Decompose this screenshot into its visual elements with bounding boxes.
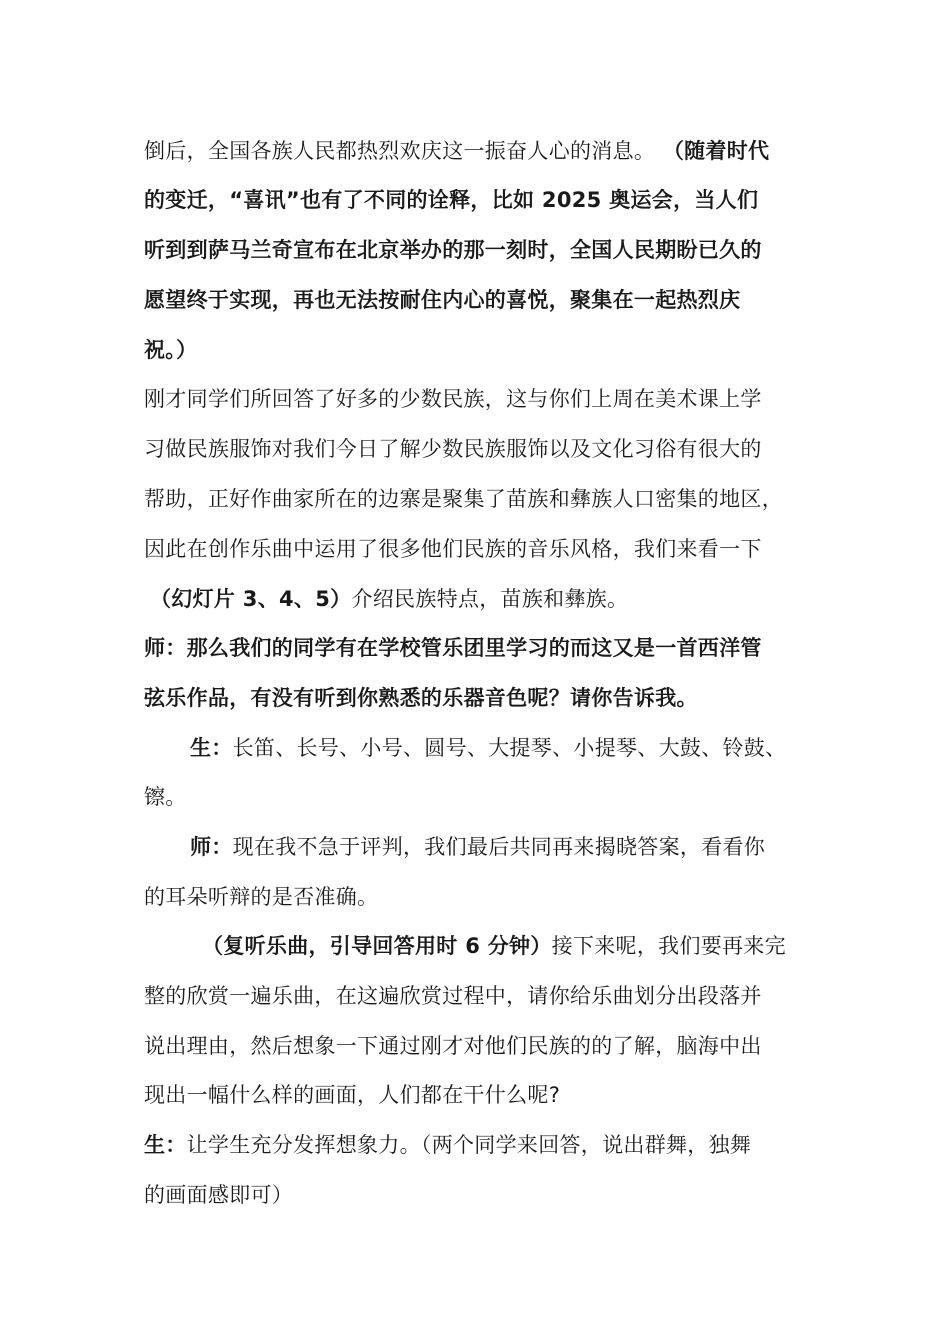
text-line: 师：现在我不急于评判，我们最后共同再来揭晓答案，看看你 <box>190 835 766 859</box>
text-line: 愿望终于实现，再也无法按耐住内心的喜悦，聚集在一起热烈庆 <box>144 288 741 312</box>
text-line: 因此在创作乐曲中运用了很多他们民族的音乐风格，我们来看一下 <box>144 537 762 561</box>
text-line: 说出理由，然后想象一下通过刚才对他们民族的的了解，脑海中出 <box>144 1034 762 1058</box>
text-line: 祝。） <box>144 338 198 362</box>
text-line: 的耳朵听辩的是否准确。 <box>144 885 379 909</box>
text-line: 刚才同学们所回答了好多的少数民族，这与你们上周在美术课上学 <box>144 387 762 411</box>
text-line: 习做民族服饰对我们今日了解少数民族服饰以及文化习俗有很大的 <box>144 437 762 461</box>
text-line: 生：长笛、长号、小号、圆号、大提琴、小提琴、大鼓、铃鼓、 <box>190 736 787 760</box>
text-line: 听到到萨马兰奇宣布在北京举办的那一刻时，全国人民期盼已久的 <box>144 238 762 262</box>
text-line: 帮助，正好作曲家所在的边寨是聚集了苗族和彝族人口密集的地区， <box>144 487 783 511</box>
text-line: 生：让学生充分发挥想象力。（两个同学来回答，说出群舞，独舞 <box>144 1133 752 1157</box>
text-line: 整的欣赏一遍乐曲，在这遍欣赏过程中，请你给乐曲划分出段落并 <box>144 984 762 1008</box>
text-line: 的画面感即可） <box>144 1183 294 1207</box>
text-line: 倒后，全国各族人民都热烈欢庆这一振奋人心的消息。 （随着时代 <box>144 139 770 163</box>
text-line: 镲。 <box>144 785 187 809</box>
text-line: 现出一幅什么样的画面，人们都在干什么呢? <box>144 1083 561 1107</box>
text-line: 弦乐作品，有没有听到你熟悉的乐器音色呢？请你告诉我。 <box>144 686 698 710</box>
text-line: （复听乐曲，引导回答用时 6 分钟）接下来呢，我们要再来完 <box>202 934 786 958</box>
text-line: 师：那么我们的同学有在学校管乐团里学习的而这又是一首西洋管 <box>144 636 762 660</box>
text-line: 的变迁，“喜讯”也有了不同的诠释，比如 2025 奥运会，当人们 <box>144 188 759 212</box>
text-line: （幻灯片 3、4、5）介绍民族特点，苗族和彝族。 <box>150 587 629 611</box>
